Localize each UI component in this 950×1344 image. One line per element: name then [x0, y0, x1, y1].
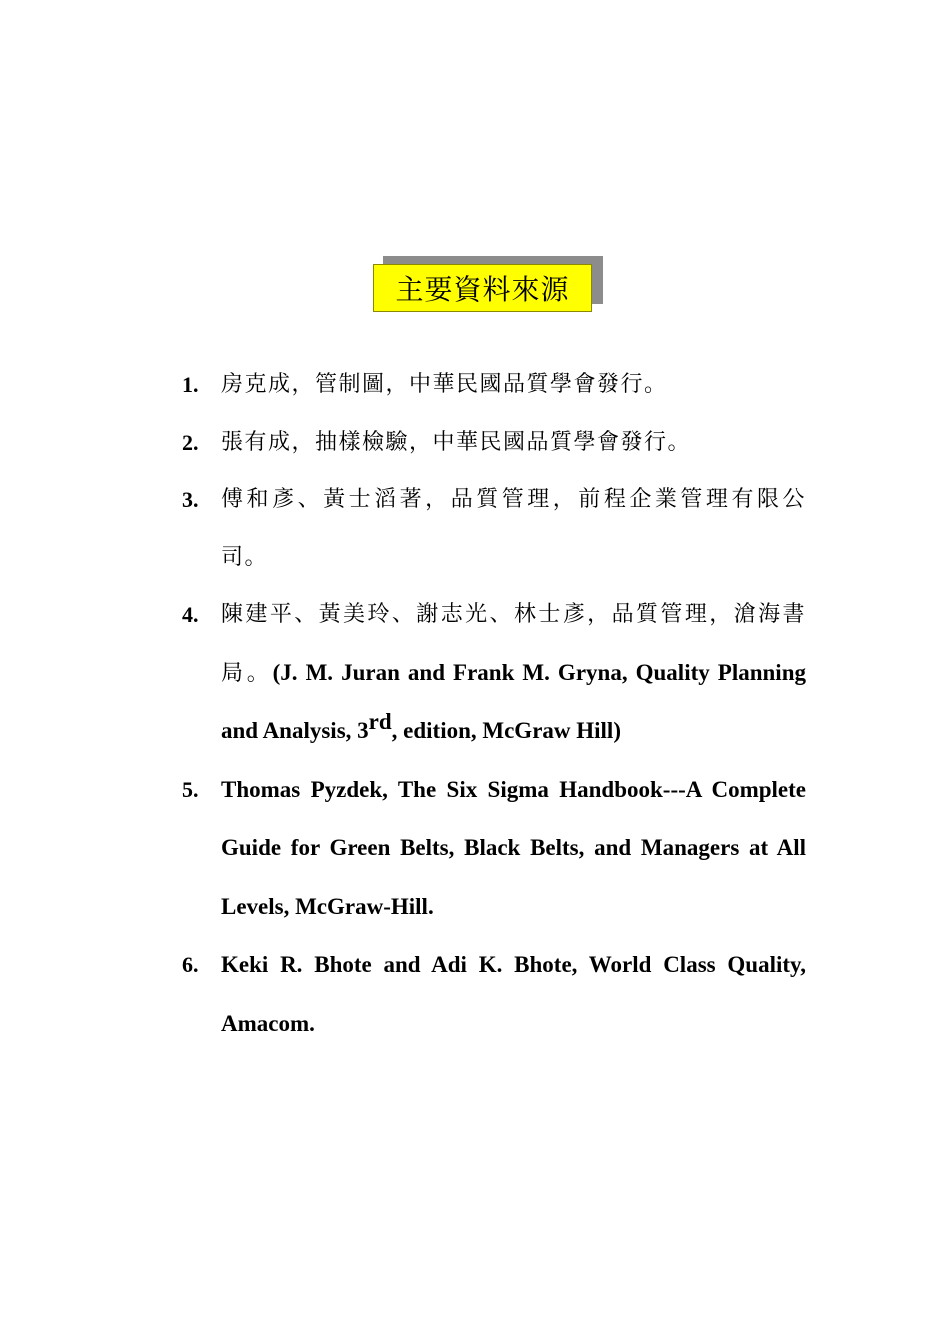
reference-number: 4. — [182, 602, 199, 627]
reference-number: 2. — [182, 429, 199, 455]
reference-number: 5. — [182, 776, 199, 802]
reference-text: Keki R. Bhote and Adi K. Bhote, World Class Quality, Amacom. — [221, 952, 806, 1036]
reference-text: 張有成，抽樣檢驗，中華民國品質學會發行。 — [221, 429, 692, 455]
reference-item-3 — [182, 471, 806, 586]
reference-number: 1. — [182, 372, 199, 397]
reference-item-4 — [182, 586, 806, 761]
page-title: 主要資料來源 — [373, 264, 592, 312]
reference-item-1 — [182, 356, 806, 414]
reference-english-text: (J. M. Juran and Frank M. Gryna, Quality Planning and Analysis, 3 — [221, 659, 806, 743]
reference-item-2 — [182, 414, 806, 472]
reference-number: 6. — [182, 952, 199, 977]
reference-list — [182, 356, 806, 1053]
reference-text: 陳建平、黃美玲、謝志光、林士彥，品質管理，滄海書局。 — [221, 602, 806, 686]
title-banner — [373, 256, 603, 314]
reference-number: 3. — [182, 487, 199, 512]
reference-text: 房克成，管制圖，中華民國品質學會發行。 — [221, 372, 668, 397]
reference-item-6 — [182, 936, 806, 1053]
reference-item-5 — [182, 761, 806, 937]
reference-text: 傅和彥、黃士滔著，品質管理，前程企業管理有限公司。 — [221, 487, 806, 570]
reference-text: Thomas Pyzdek, The Six Sigma Handbook---A Complete Guide for Green Belts, Black Belts, and Managers at All Levels, McGraw-Hill. — [221, 776, 806, 919]
ordinal-superscript: rd — [368, 709, 392, 734]
reference-english-text-end: , edition, McGraw Hill) — [391, 718, 621, 743]
